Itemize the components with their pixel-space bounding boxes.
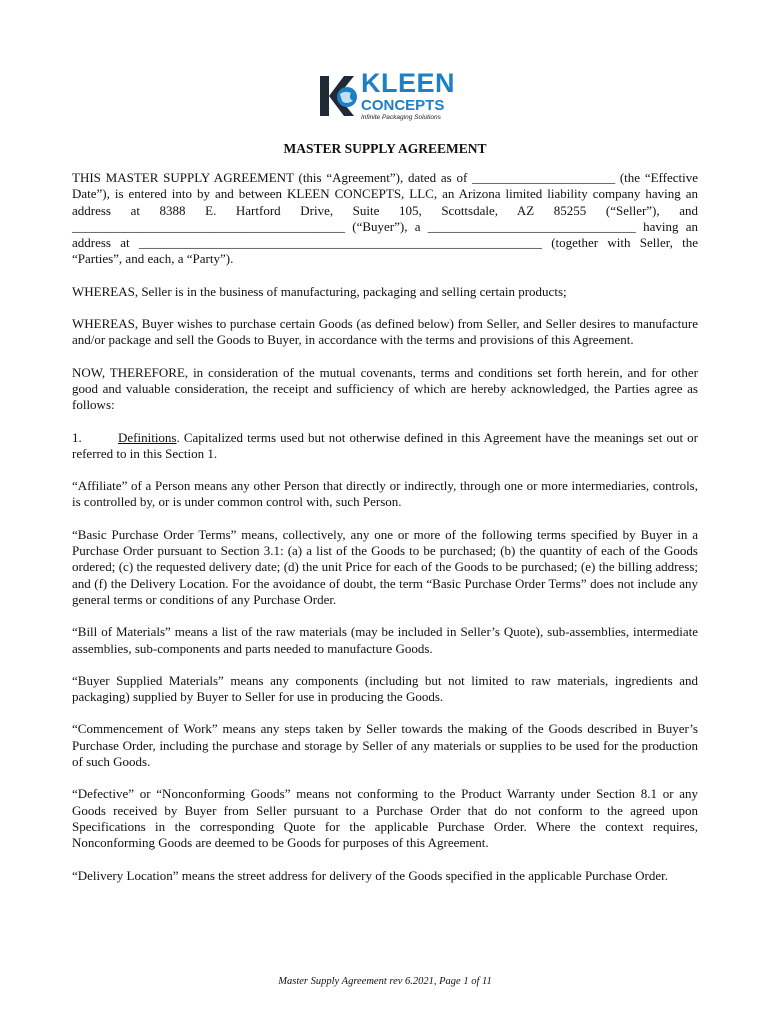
whereas-paragraph-2: WHEREAS, Buyer wishes to purchase certain Goods (as defined below) from Seller, and Seller desires to manufacture and/or package and sell the Goods to Buyer, in accordance with the terms and provisions of this Agreement.: [72, 316, 698, 348]
section-text: . Capitalized terms used but not otherwise defined in this Agreement have the meanings set out or referred to in this Section 1.: [72, 429, 698, 461]
definition-affiliate: “Affiliate” of a Person means any other Person that directly or indirectly, through one or more intermediaries, controls, is controlled by, or is under common control with, such Person.: [72, 478, 698, 510]
logo-brand-kleen: KLEEN: [361, 68, 456, 98]
logo-tagline: Infinite Packaging Solutions: [361, 114, 441, 121]
definition-commencement-of-work: “Commencement of Work” means any steps taken by Seller towards the making of the Goods described in Buyer’s Purchase Order, including the purchase and storage by Seller of any materials or supplies to be used for the production of such Goods.: [72, 721, 698, 770]
definition-buyer-supplied-materials: “Buyer Supplied Materials” means any components (including but not limited to raw materials, ingredients and packaging) supplied by Buyer to Seller for use in producing the Goods.: [72, 672, 698, 705]
kc-logo-mark-icon: [318, 72, 358, 120]
document-body: [72, 170, 698, 900]
definition-basic-po-terms: “Basic Purchase Order Terms” means, collectively, any one or more of the following terms specified by Buyer in a Purchase Order pursuant to Section 3.1: (a) a list of the Goods to be purchased; (b) the quantity of each of the Goods ordered; (c) the requested delivery date; (d) the unit Price for each of the Goods to be purchased; (e) the billing address; and (f) the Delivery Location. For the avoidance of doubt, the term “Basic Purchase Order Terms” does not include any general terms or conditions of any Purchase Order.: [72, 526, 698, 607]
intro-paragraph: THIS MASTER SUPPLY AGREEMENT (this “Agreement”), dated as of ______________________ (the “Effective Date”), is entered into by and between KLEEN CONCEPTS, LLC, an Arizona limited liability company having an address at 8388 E. Hartford Drive, Suite 105, Scottsdale, AZ 85255 (“Seller”), and __________________________________________ (“Buyer”), a ________________________________ having an address at ______________________________________________________________ (together with Seller, the “Parties”, and each, a “Party”).: [72, 170, 698, 267]
document-title: MASTER SUPPLY AGREEMENT: [283, 141, 487, 156]
section-heading: Definitions: [118, 429, 177, 445]
whereas-paragraph-1: WHEREAS, Seller is in the business of manufacturing, packaging and selling certain products;: [72, 283, 567, 299]
definition-bill-of-materials: “Bill of Materials” means a list of the raw materials (may be included in Seller’s Quote), sub-assemblies, intermediate assemblies, sub-components and parts needed to manufacture Goods.: [72, 624, 698, 656]
company-logo: [318, 70, 455, 122]
section-1-paragraph: [72, 430, 698, 463]
definition-defective: “Defective” or “Nonconforming Goods” means not conforming to the Product Warranty under Section 8.1 or any Goods received by Buyer from Seller pursuant to a Purchase Order that do not conform to the agreed upon Specifications in the corresponding Quote for the applicable Purchase Order. Where the context requires, Nonconforming Goods are deemed to be Goods for purposes of this Agreement.: [72, 786, 698, 851]
now-therefore-paragraph: NOW, THEREFORE, in consideration of the mutual covenants, terms and conditions set forth herein, and for other good and valuable consideration, the receipt and sufficiency of which are hereby acknowledged, the Parties agree as follows:: [72, 364, 698, 413]
page-footer: Master Supply Agreement rev 6.2021, Page 1 of 11: [278, 976, 492, 987]
section-number: 1.: [72, 429, 82, 445]
logo-brand-concepts: CONCEPTS: [361, 97, 445, 114]
definition-delivery-location: “Delivery Location” means the street address for delivery of the Goods specified in the applicable Purchase Order.: [72, 867, 668, 883]
